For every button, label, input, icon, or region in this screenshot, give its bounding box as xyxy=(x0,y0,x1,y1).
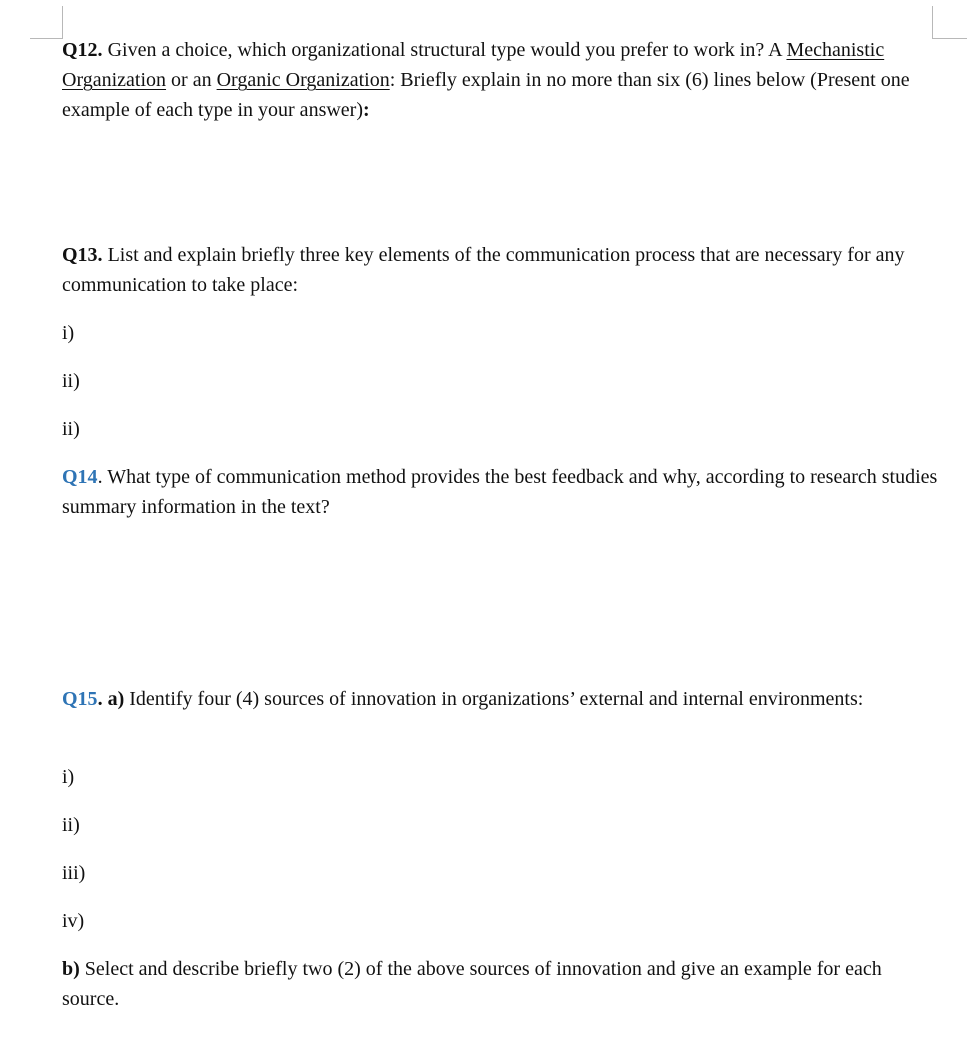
organic-organization-term: Organic Organization xyxy=(216,69,390,91)
question-12-text-b: or an xyxy=(166,69,217,91)
question-15-part-a xyxy=(62,684,942,714)
question-13-item-3: ii) xyxy=(62,418,80,440)
question-15-part-a-text: Identify four (4) sources of innovation in organizations’ external and internal environments: xyxy=(124,688,864,710)
question-15-item-1: i) xyxy=(62,766,75,788)
question-12-text-a: Given a choice, which organizational structural type would you prefer to work in? A xyxy=(102,39,787,61)
question-13-number: Q13. xyxy=(62,244,103,266)
question-12-colon: : xyxy=(363,99,370,121)
question-15-item-3: iii) xyxy=(62,862,86,884)
question-15-part-b xyxy=(62,954,942,1014)
question-15-part-b-text: Select and describe briefly two (2) of the above sources of innovation and give an example for each source. xyxy=(62,958,882,1010)
question-14-number: Q14 xyxy=(62,466,98,488)
question-12-text-c: : Briefly explain in no more than six (6) lines below (Present one example of each type in your answer) xyxy=(62,69,910,121)
question-15-item-2: ii) xyxy=(62,814,80,836)
question-15-part-b-label: b) xyxy=(62,958,80,980)
page-corner-mark-top-left xyxy=(30,6,63,39)
question-13-item-2: ii) xyxy=(62,370,80,392)
mechanistic-organization-term: Mechanistic Organization xyxy=(62,39,885,91)
question-13-item-1: i) xyxy=(62,322,75,344)
question-15-part-a-label: a) xyxy=(107,688,125,710)
question-15-item-4: iv) xyxy=(62,910,85,932)
question-12 xyxy=(62,35,942,125)
question-13-text: List and explain briefly three key elements of the communication process that are necessary for any communication to take place: xyxy=(62,244,905,296)
question-14-text: . What type of communication method provides the best feedback and why, according to research studies summary information in the text? xyxy=(62,466,938,518)
question-12-number: Q12. xyxy=(62,39,103,61)
question-15-separator: . xyxy=(97,688,108,710)
question-15-number: Q15 xyxy=(62,688,98,710)
question-13 xyxy=(62,240,942,300)
question-14 xyxy=(62,462,942,522)
